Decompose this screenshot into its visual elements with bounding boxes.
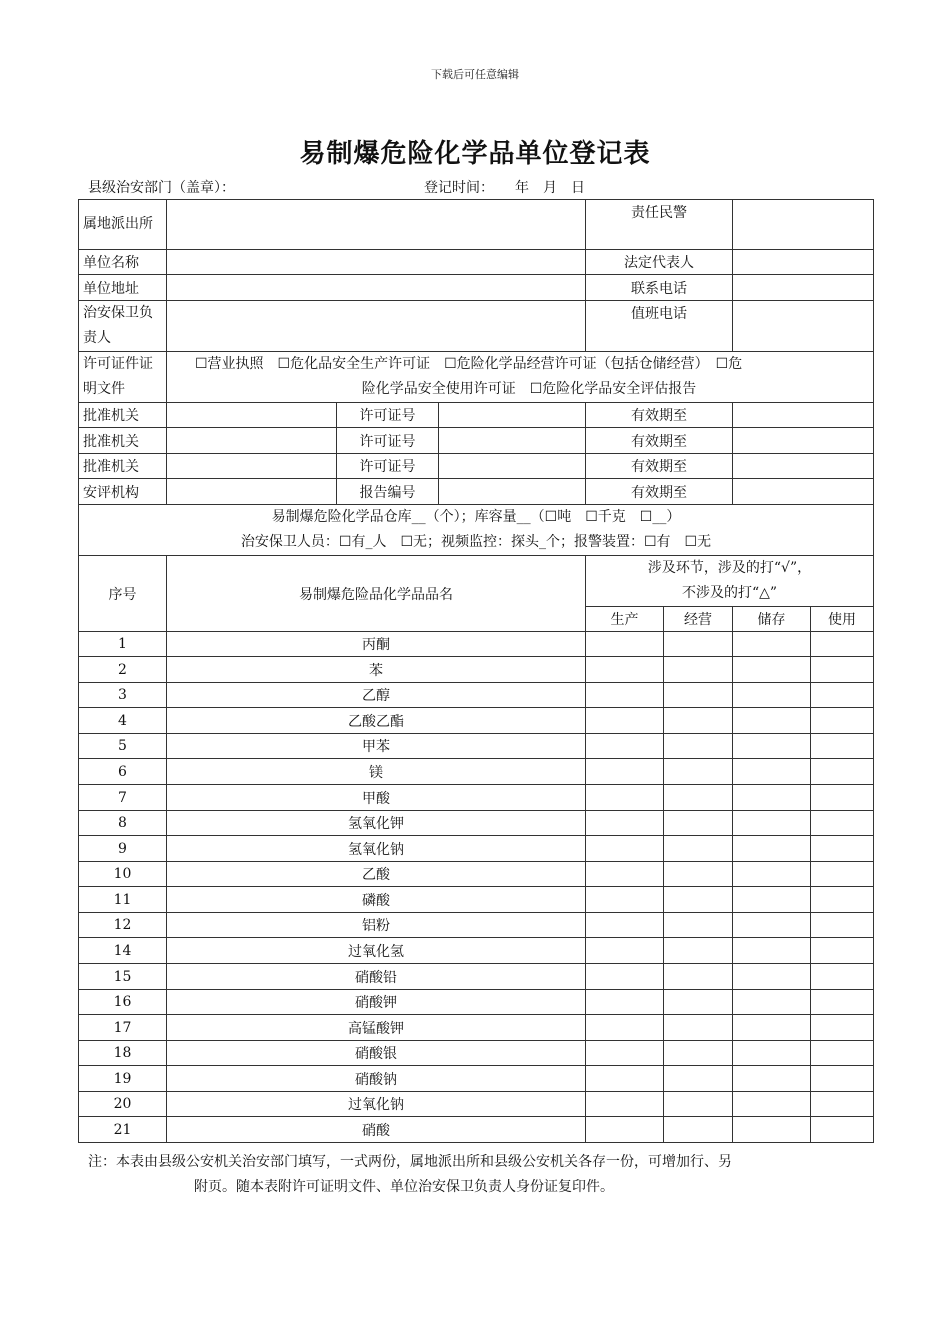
usage-cell[interactable] [811, 1015, 874, 1041]
production-cell[interactable] [586, 1117, 664, 1143]
row-index: 18 [79, 1041, 167, 1066]
production-cell[interactable] [586, 759, 664, 785]
production-cell[interactable] [586, 990, 664, 1015]
usage-cell[interactable] [811, 1092, 874, 1117]
phone-value[interactable] [733, 275, 874, 301]
table-row [79, 1092, 874, 1117]
table-row [79, 862, 874, 887]
duty-phone-label: 值班电话 [586, 301, 733, 352]
chemical-name: 铝粉 [167, 913, 586, 938]
table-row [79, 964, 874, 990]
row-index: 15 [79, 964, 167, 990]
production-cell[interactable] [586, 836, 664, 862]
approval-authority-label: 批准机关 [79, 403, 167, 428]
usage-cell[interactable] [811, 759, 874, 785]
row-index: 4 [79, 708, 167, 734]
operation-cell[interactable] [664, 836, 733, 862]
storage-cell[interactable] [733, 938, 811, 964]
chemical-name: 硝酸钾 [167, 990, 586, 1015]
footnote-line1: 注：本表由县级公安机关治安部门填写，一式两份，属地派出所和县级公安机关各存一份，可增加行、另 [88, 1154, 732, 1170]
form-row-station [79, 200, 874, 250]
valid-until-value[interactable] [733, 428, 874, 454]
chemical-name: 甲苯 [167, 734, 586, 759]
unit-address-value[interactable] [167, 275, 586, 301]
chemical-rows [79, 632, 874, 1143]
table-row [79, 1117, 874, 1143]
operation-cell[interactable] [664, 938, 733, 964]
unit-address-label: 单位地址 [79, 275, 167, 301]
form-row-security [79, 301, 874, 352]
license-options-line1: ☐营业执照 ☐危化品安全生产许可证 ☐危险化学品经营许可证（包括仓储经营） ☐危 [195, 356, 743, 372]
officer-value[interactable] [733, 200, 874, 250]
col-usage-header: 使用 [811, 607, 874, 632]
operation-cell[interactable] [664, 1092, 733, 1117]
approval-row [79, 403, 874, 428]
reg-time-label: 登记时间： 年 月 日 [424, 180, 585, 196]
chemical-name: 镁 [167, 759, 586, 785]
legal-rep-value[interactable] [733, 250, 874, 275]
chemical-name: 硝酸铅 [167, 964, 586, 990]
storage-cell[interactable] [733, 734, 811, 759]
dept-label: 县级治安部门（盖章）： [88, 180, 235, 196]
unit-name-value[interactable] [167, 250, 586, 275]
col-storage-header: 储存 [733, 607, 811, 632]
chemical-name: 乙酸乙酯 [167, 708, 586, 734]
production-cell[interactable] [586, 785, 664, 811]
row-index: 14 [79, 938, 167, 964]
chemical-name: 氢氧化钠 [167, 836, 586, 862]
production-cell[interactable] [586, 913, 664, 938]
approval-authority-label: 批准机关 [79, 454, 167, 479]
production-cell[interactable] [586, 964, 664, 990]
production-cell[interactable] [586, 887, 664, 913]
footnote [88, 1150, 868, 1200]
production-cell[interactable] [586, 683, 664, 708]
row-index: 8 [79, 811, 167, 836]
license-no-label: 许可证号 [337, 428, 439, 454]
row-index: 20 [79, 1092, 167, 1117]
header-note: 下载后可任意编辑 [431, 68, 519, 81]
table-row [79, 938, 874, 964]
operation-cell[interactable] [664, 811, 733, 836]
operation-cell[interactable] [664, 785, 733, 811]
storage-cell[interactable] [733, 708, 811, 734]
license-options-line2: 险化学品安全使用许可证 ☐危险化学品安全评估报告 [361, 381, 697, 397]
meta-line [88, 177, 888, 197]
police-station-value[interactable] [167, 200, 586, 250]
production-cell[interactable] [586, 632, 664, 657]
license-options[interactable] [167, 352, 874, 403]
production-cell[interactable] [586, 734, 664, 759]
row-index: 12 [79, 913, 167, 938]
storage-cell[interactable] [733, 785, 811, 811]
usage-cell[interactable] [811, 1117, 874, 1143]
usage-cell[interactable] [811, 785, 874, 811]
storage-cell[interactable] [733, 862, 811, 887]
chemical-name: 氢氧化钾 [167, 811, 586, 836]
table-row [79, 734, 874, 759]
operation-cell[interactable] [664, 913, 733, 938]
chemical-name: 苯 [167, 657, 586, 683]
valid-until-label: 有效期至 [586, 403, 733, 428]
license-no-value[interactable] [439, 454, 586, 479]
chemical-name: 硝酸钠 [167, 1066, 586, 1092]
row-index: 2 [79, 657, 167, 683]
row-index: 19 [79, 1066, 167, 1092]
duty-phone-value[interactable] [733, 301, 874, 352]
storage-cell[interactable] [733, 1015, 811, 1041]
usage-cell[interactable] [811, 990, 874, 1015]
row-index: 17 [79, 1015, 167, 1041]
usage-cell[interactable] [811, 657, 874, 683]
approval-authority-value[interactable] [167, 403, 337, 428]
row-index: 9 [79, 836, 167, 862]
usage-cell[interactable] [811, 1066, 874, 1092]
chemical-name: 硝酸 [167, 1117, 586, 1143]
row-index: 3 [79, 683, 167, 708]
storage-cell[interactable] [733, 759, 811, 785]
unit-name-label: 单位名称 [79, 250, 167, 275]
valid-until-label: 有效期至 [586, 454, 733, 479]
report-no-label: 报告编号 [337, 479, 439, 505]
assessment-org-value[interactable] [167, 479, 337, 505]
table-row [79, 1015, 874, 1041]
operation-cell[interactable] [664, 964, 733, 990]
operation-cell[interactable] [664, 657, 733, 683]
table-row [79, 632, 874, 657]
usage-cell[interactable] [811, 1041, 874, 1066]
operation-cell[interactable] [664, 734, 733, 759]
row-index: 10 [79, 862, 167, 887]
table-row [79, 708, 874, 734]
production-cell[interactable] [586, 811, 664, 836]
row-index: 16 [79, 990, 167, 1015]
usage-cell[interactable] [811, 887, 874, 913]
chemical-name: 过氧化钠 [167, 1092, 586, 1117]
storage-cell[interactable] [733, 657, 811, 683]
phone-label: 联系电话 [586, 275, 733, 301]
usage-cell[interactable] [811, 964, 874, 990]
row-index: 5 [79, 734, 167, 759]
operation-cell[interactable] [664, 632, 733, 657]
table-row [79, 887, 874, 913]
usage-cell[interactable] [811, 734, 874, 759]
storage-cell[interactable] [733, 1117, 811, 1143]
valid-until-value[interactable] [733, 403, 874, 428]
operation-cell[interactable] [664, 759, 733, 785]
chemical-name: 丙酮 [167, 632, 586, 657]
approval-row [79, 428, 874, 454]
officer-label: 责任民警 [586, 200, 733, 250]
production-cell[interactable] [586, 1092, 664, 1117]
license-no-value[interactable] [439, 428, 586, 454]
usage-cell[interactable] [811, 938, 874, 964]
col-production-header: 生产 [586, 607, 664, 632]
row-index: 1 [79, 632, 167, 657]
involve-line2: 不涉及的打“△” [681, 585, 778, 601]
approval-authority-label: 批准机关 [79, 428, 167, 454]
usage-cell[interactable] [811, 708, 874, 734]
table-row [79, 913, 874, 938]
col-name-header: 易制爆危险品化学品品名 [167, 556, 586, 632]
form-row-unit [79, 250, 874, 275]
form-row-license [79, 352, 874, 403]
license-no-label: 许可证号 [337, 454, 439, 479]
storage-cell[interactable] [733, 836, 811, 862]
involve-header [586, 556, 874, 607]
page-title: 易制爆危险化学品单位登记表 [299, 139, 651, 169]
valid-until-label: 有效期至 [586, 428, 733, 454]
involve-line1: 涉及环节，涉及的打“√”， [647, 560, 812, 576]
storage-cell[interactable] [733, 913, 811, 938]
approval-authority-value[interactable] [167, 454, 337, 479]
chemical-name: 硝酸银 [167, 1041, 586, 1066]
assessment-org-label: 安评机构 [79, 479, 167, 505]
report-no-value[interactable] [439, 479, 586, 505]
storage-cell[interactable] [733, 632, 811, 657]
operation-cell[interactable] [664, 708, 733, 734]
legal-rep-label: 法定代表人 [586, 250, 733, 275]
storage-cell[interactable] [733, 811, 811, 836]
chemical-name: 过氧化氢 [167, 938, 586, 964]
form-row-address [79, 275, 874, 301]
usage-cell[interactable] [811, 836, 874, 862]
chemical-name: 磷酸 [167, 887, 586, 913]
table-row [79, 759, 874, 785]
valid-until-value[interactable] [733, 479, 874, 505]
operation-cell[interactable] [664, 1066, 733, 1092]
operation-cell[interactable] [664, 862, 733, 887]
production-cell[interactable] [586, 1041, 664, 1066]
chemical-name: 高锰酸钾 [167, 1015, 586, 1041]
table-row [79, 657, 874, 683]
operation-cell[interactable] [664, 887, 733, 913]
police-station-label: 属地派出所 [79, 200, 167, 250]
chemical-name: 乙醇 [167, 683, 586, 708]
storage-cell[interactable] [733, 964, 811, 990]
chemical-name: 乙酸 [167, 862, 586, 887]
production-cell[interactable] [586, 708, 664, 734]
operation-cell[interactable] [664, 1015, 733, 1041]
col-operation-header: 经营 [664, 607, 733, 632]
row-index: 21 [79, 1117, 167, 1143]
usage-cell[interactable] [811, 811, 874, 836]
row-index: 11 [79, 887, 167, 913]
production-cell[interactable] [586, 1066, 664, 1092]
license-no-label: 许可证号 [337, 403, 439, 428]
usage-cell[interactable] [811, 683, 874, 708]
valid-until-value[interactable] [733, 454, 874, 479]
license-label: 许可证件证明文件 [79, 352, 167, 403]
usage-cell[interactable] [811, 632, 874, 657]
table-row [79, 990, 874, 1015]
storage-cell[interactable] [733, 1092, 811, 1117]
operation-cell[interactable] [664, 1117, 733, 1143]
warehouse-line1: 易制爆危险化学品仓库__（个）；库容量__（☐吨 ☐千克 ☐__） [271, 509, 681, 525]
valid-until-label: 有效期至 [586, 479, 733, 505]
table-header-row [79, 556, 874, 607]
usage-cell[interactable] [811, 862, 874, 887]
table-row [79, 1041, 874, 1066]
warehouse-info[interactable] [79, 505, 874, 556]
operation-cell[interactable] [664, 1041, 733, 1066]
col-index-header: 序号 [79, 556, 167, 632]
storage-cell[interactable] [733, 683, 811, 708]
registration-form [78, 199, 874, 1143]
form-row-warehouse [79, 505, 874, 556]
storage-cell[interactable] [733, 990, 811, 1015]
security-head-label: 治安保卫负责人 [79, 301, 167, 352]
table-row [79, 836, 874, 862]
row-index: 6 [79, 759, 167, 785]
operation-cell[interactable] [664, 990, 733, 1015]
approval-row [79, 479, 874, 505]
chemical-name: 甲酸 [167, 785, 586, 811]
production-cell[interactable] [586, 657, 664, 683]
usage-cell[interactable] [811, 913, 874, 938]
storage-cell[interactable] [733, 1066, 811, 1092]
table-row [79, 1066, 874, 1092]
table-row [79, 811, 874, 836]
approval-authority-value[interactable] [167, 428, 337, 454]
warehouse-line2: 治安保卫人员：☐有_人 ☐无；视频监控：探头_个；报警装置：☐有 ☐无 [240, 534, 712, 550]
table-row [79, 683, 874, 708]
security-head-value[interactable] [167, 301, 586, 352]
footnote-line2: 附页。随本表附许可证明文件、单位治安保卫负责人身份证复印件。 [194, 1179, 614, 1195]
storage-cell[interactable] [733, 887, 811, 913]
production-cell[interactable] [586, 862, 664, 887]
production-cell[interactable] [586, 1015, 664, 1041]
approval-row [79, 454, 874, 479]
storage-cell[interactable] [733, 1041, 811, 1066]
license-no-value[interactable] [439, 403, 586, 428]
production-cell[interactable] [586, 938, 664, 964]
table-row [79, 785, 874, 811]
row-index: 7 [79, 785, 167, 811]
operation-cell[interactable] [664, 683, 733, 708]
